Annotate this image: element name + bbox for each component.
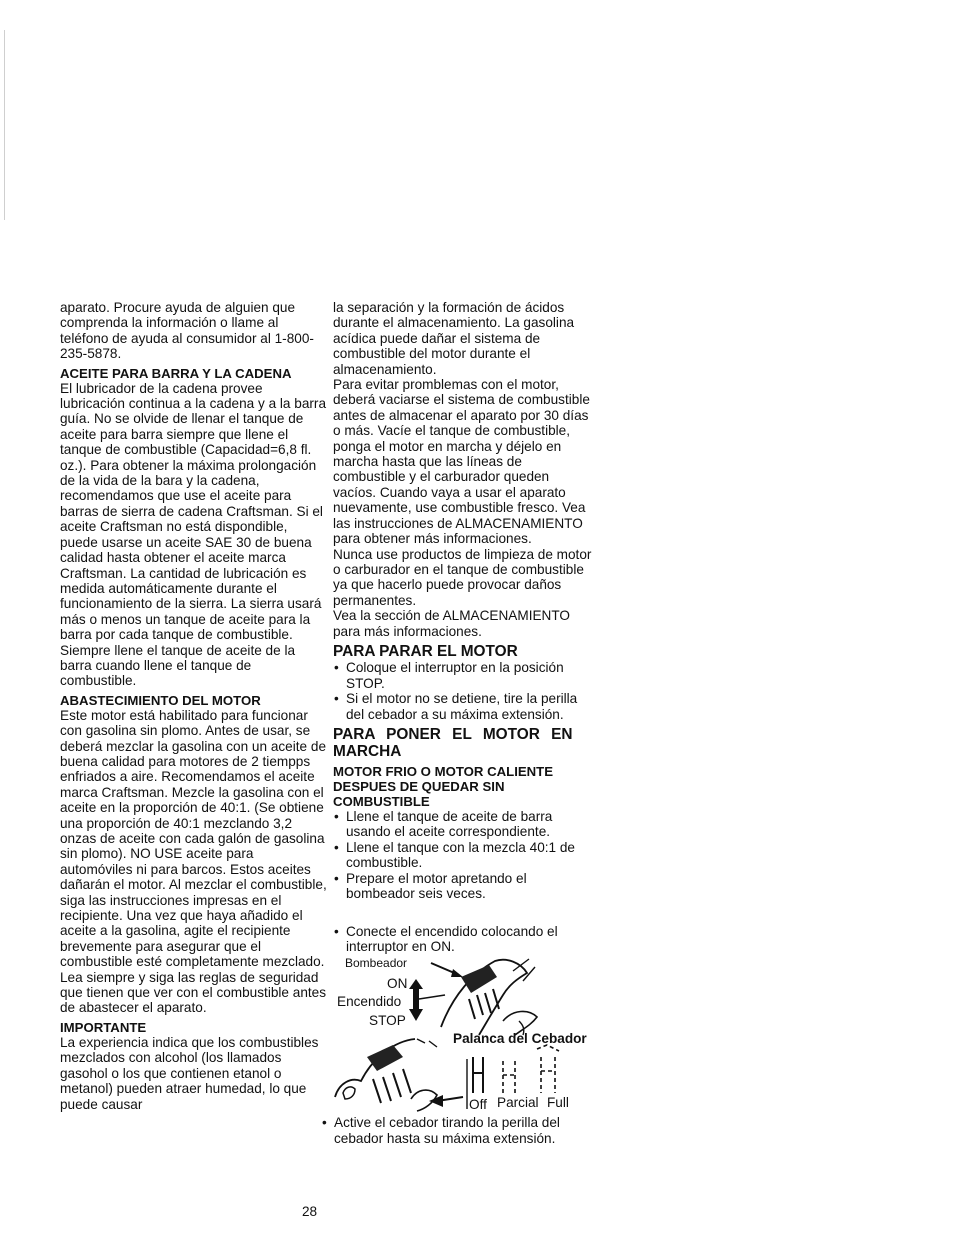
oil-paragraph: El lubricador de la cadena provee lubricación continua a la cadena y a la barra guía. No se olvide de llenar el tanque de aceite para barra siempre que llene el tanque de combustible (Capacidad=6,8 fl. oz.). Para obtener la máxima prolongación de la vida de la bara y la cadena, recomendamos que use el aceite para barras de sierra de cadena Craftsman. Si el aceite Craftsman no está dispondible, puede usarse un aceite SAE 30 de buena calidad hasta obtener el aceite marca Craftsman. La cantidad de lubricación es medida automáticamente durante el funcionamiento de la sierra. La sierra usará más o menos un tanque de aceite para la barra por cada tanque de combustible. Siempre llene el tanque de aceite de la barra cuando llene el tanque de combustible. [60, 380, 327, 689]
choke-list [321, 1115, 595, 1146]
left-column [60, 300, 328, 1112]
on-label: ON [387, 976, 408, 992]
list-item: • Si el motor no se detiene, tire la perilla del cebador a su máxima extensión. [333, 691, 595, 722]
intro-paragraph: aparato. Procure ayuda de alguien que comprenda la información o llame al teléfono de ayuda al consumidor al 1-800-235-5878. [60, 300, 314, 362]
choke-off-label: Off [469, 1097, 487, 1113]
problems-paragraph: Para evitar promblemas con el motor, deberá vaciarse el sistema de combustible antes de almacenar el aparato por 30 días o más. Vacíe el tanque de combustible, ponga el motor en marcha y déjelo en marcha hasta que las líneas de combustible y el carburador queden vacíos. Cuando vaya a usar el aparato nuevamente, use combustible fresco. Vea las instrucciones de ALMACENAMIENTO para obtener más informaciones. [333, 377, 590, 547]
oil-heading: ACEITE PARA BARRA Y LA CADENA [60, 365, 292, 381]
fuel-paragraph: Este motor está habilitado para funcionar con gasolina sin plomo. Antes de usar, se deberá mezclar la gasolina con un aceite de buena calidad para motores de 2 tiempps enfriados a aire. Recomendamos el aceite marca Craftsman. Mezcle la gasolina con el aceite en la proporción de 40:1. (Se obtiene una proporción de 40:1 mezclando 3,2 onzas de aceite con cada galón de gasolina sin plomo). NO USE aceite para automóviles ni para barcos. Estos aceites dañarán el motor. Al mezclar el combustible, siga las instrucciones impresas en el recipiente. Una vez que haya añadido el aceite a la gasolina, agite el recipiente brevemente para asegurar que el combustible esté completamente mezclado. Lea siempre y siga las reglas de seguridad que tienen que ver con el combustible antes de abastecer el aparato. [60, 707, 327, 1016]
ignition-switch-illustration [393, 955, 553, 1037]
page-number: 28 [302, 1204, 318, 1219]
spacer [333, 902, 595, 924]
ignition-label: Encendido [337, 994, 402, 1010]
never-paragraph: Nunca use productos de limpieza de motor o carburador en el tanque de combustible ya que hacerlo puede provocar daños permanentes. [333, 546, 592, 608]
important-paragraph: La experiencia indica que los combustibles mezclados con alcohol (los llamados gasohol o los que contienen etanol o metanol) pueden atraer humedad, lo que puede causar [60, 1034, 319, 1112]
continuation-paragraph: la separación y la formación de ácidos durante el almacenamiento. La gasolina acídica puede dañar el sistema de combustible del motor durante el almacenamiento. [333, 300, 575, 377]
choke-full-label: Full [547, 1095, 569, 1111]
choke-figure [333, 1031, 595, 1115]
start-engine-heading: PARA PONER EL MOTOR EN MARCHA [333, 726, 573, 760]
primer-label: Bombeador [345, 956, 408, 971]
choke-lever-label: Palanca del Cebador [453, 1031, 587, 1047]
right-column [333, 300, 595, 1146]
list-item: • Active el cebador tirando la perilla del cebador hasta su máxima extensión. [321, 1115, 595, 1146]
stop-label: STOP [369, 1013, 406, 1029]
list-item: • Llene el tanque de aceite de barra usando el aceite correspondiente. [333, 809, 595, 840]
stop-list [333, 660, 595, 722]
see-storage-paragraph: Vea la sección de ALMACENAMIENTO para más informaciones. [333, 608, 570, 639]
cold-engine-heading: MOTOR FRIO O MOTOR CALIENTE DESPUES DE QUEDAR SIN COMBUSTIBLE [333, 764, 554, 810]
list-item: • Conecte el encendido colocando el interruptor en ON. [333, 924, 595, 955]
ignition-figure [333, 955, 595, 1037]
ignition-list [333, 924, 595, 955]
important-heading: IMPORTANTE [60, 1019, 147, 1035]
list-item: • Coloque el interruptor en la posición STOP. [333, 660, 595, 691]
fuel-heading: ABASTECIMIENTO DEL MOTOR [60, 692, 261, 708]
choke-partial-label: Parcial [497, 1095, 539, 1111]
list-item: • Prepare el motor apretando el bombeador seis veces. [333, 871, 595, 902]
list-item: • Llene el tanque con la mezcla 40:1 de combustible. [333, 840, 595, 871]
scan-edge-line [4, 30, 5, 220]
stop-engine-heading: PARA PARAR EL MOTOR [333, 642, 518, 660]
start-list [333, 809, 595, 901]
